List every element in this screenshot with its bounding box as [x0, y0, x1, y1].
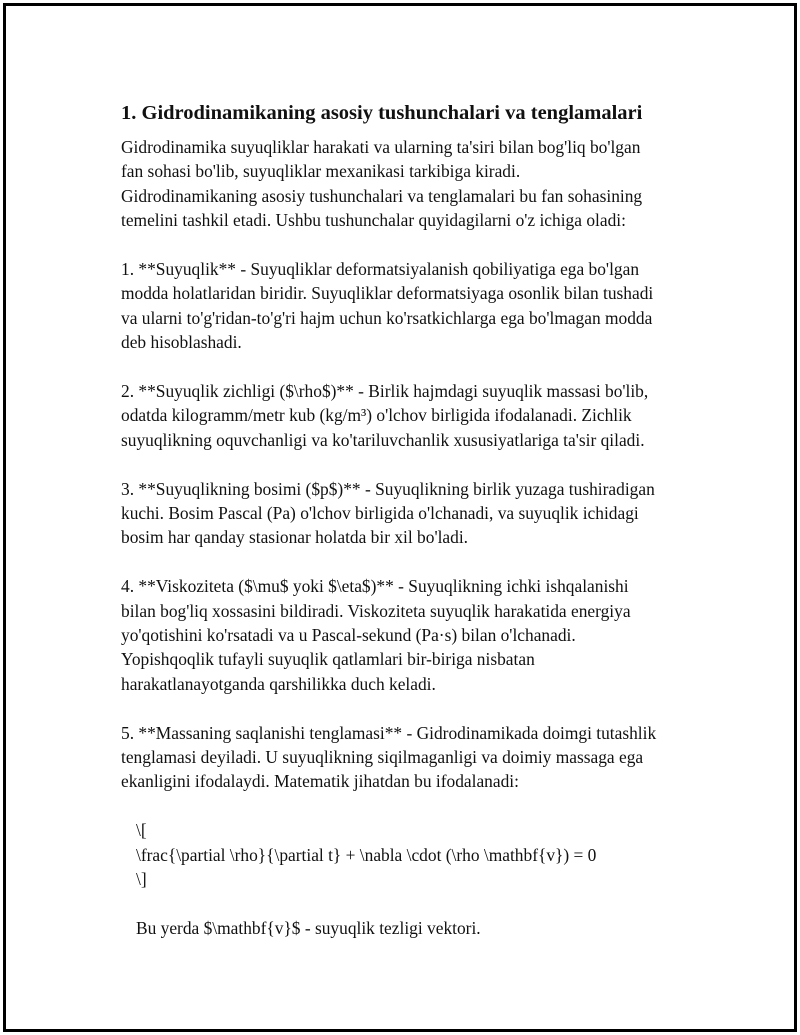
section-heading: 1. Gidrodinamikaning asosiy tushunchalari va tenglamalari: [121, 102, 643, 124]
text-line: 4. **Viskoziteta ($\mu$ yoki $\eta$)** - Suyuqlikning ichki ishqalanishi: [121, 576, 629, 597]
text-line: 1. **Suyuqlik** - Suyuqliklar deformatsiyalanish qobiliyatiga ega bo'lgan: [121, 259, 640, 280]
text-line: deb hisoblashadi.: [121, 332, 242, 353]
text-line: Gidrodinamika suyuqliklar harakati va ularning ta'siri bilan bog'liq bo'lgan: [121, 137, 641, 157]
formula-line: \[: [136, 820, 147, 841]
document-body: [121, 99, 696, 940]
text-line: fan sohasi bo'lib, suyuqliklar mexanikasi tarkibiga kiradi.: [121, 161, 521, 182]
text-line: temelini tashkil etadi. Ushbu tushunchalar quyidagilarni o'z ichiga oladi:: [121, 210, 626, 231]
text-line: bilan bog'liq xossasini bildiradi. Viskoziteta suyuqlik harakatida energiya: [121, 600, 631, 621]
text-line: harakatlanayotganda qarshilikka duch keladi.: [121, 673, 436, 694]
text-line: 5. **Massaning saqlanishi tenglamasi** - Gidrodinamikada doimgi tutashlik: [121, 722, 657, 743]
formula-line: \]: [136, 869, 147, 890]
page-frame: [3, 3, 797, 1032]
list-item-suyuqlik: [121, 257, 696, 355]
text-line: 2. **Suyuqlik zichligi ($\rho$)** - Birlik hajmdagi suyuqlik massasi bo'lib,: [121, 381, 649, 402]
list-item-massa: [121, 721, 696, 794]
text-line: suyuqlikning oquvchanligi va ko'tariluvchanlik xususiyatlariga ta'sir qiladi.: [121, 429, 645, 450]
formula-line: \frac{\partial \rho}{\partial t} + \nabla \cdot (\rho \mathbf{v}) = 0: [136, 844, 597, 865]
text-line: bosim har qanday stasionar holatda bir xil bo'ladi.: [121, 527, 469, 548]
list-item-zichlik: [121, 379, 696, 452]
text-line: yo'qotishini ko'rsatadi va u Pascal-sekund (Pa·s) bilan o'lchanadi.: [121, 625, 576, 646]
list-item-viskoziteta: [121, 574, 696, 696]
text-line: modda holatlaridan biridir. Suyuqliklar deformatsiyaga osonlik bilan tushadi: [121, 283, 654, 304]
text-line: tenglamasi deyiladi. U suyuqlikning siqilmaganligi va doimiy massaga ega: [121, 747, 644, 768]
continuity-equation: [121, 818, 696, 891]
text-line: ekanligini ifodalaydi. Matematik jihatdan bu ifodalanadi:: [121, 771, 519, 792]
text-line: kuchi. Bosim Pascal (Pa) o'lchov birligida o'lchanadi, va suyuqlik ichidagi: [121, 503, 639, 524]
text-line: Yopishqoqlik tufayli suyuqlik qatlamlari bir-biriga nisbatan: [121, 649, 535, 670]
list-item-bosim: [121, 477, 696, 550]
text-line: va ularni to'g'ridan-to'g'ri hajm uchun ko'rsatkichlarga ega bo'lmagan modda: [121, 307, 653, 328]
intro-paragraph: [121, 135, 696, 233]
text-line: 3. **Suyuqlikning bosimi ($p$)** - Suyuqlikning birlik yuzaga tushiradigan: [121, 478, 655, 499]
text-line: Gidrodinamikaning asosiy tushunchalari va tenglamalari bu fan sohasining: [121, 185, 643, 206]
formula-note: Bu yerda $\mathbf{v}$ - suyuqlik tezligi vektori.: [136, 917, 481, 938]
text-line: odatda kilogramm/metr kub (kg/m³) o'lchov birligida ifodalanadi. Zichlik: [121, 405, 632, 426]
